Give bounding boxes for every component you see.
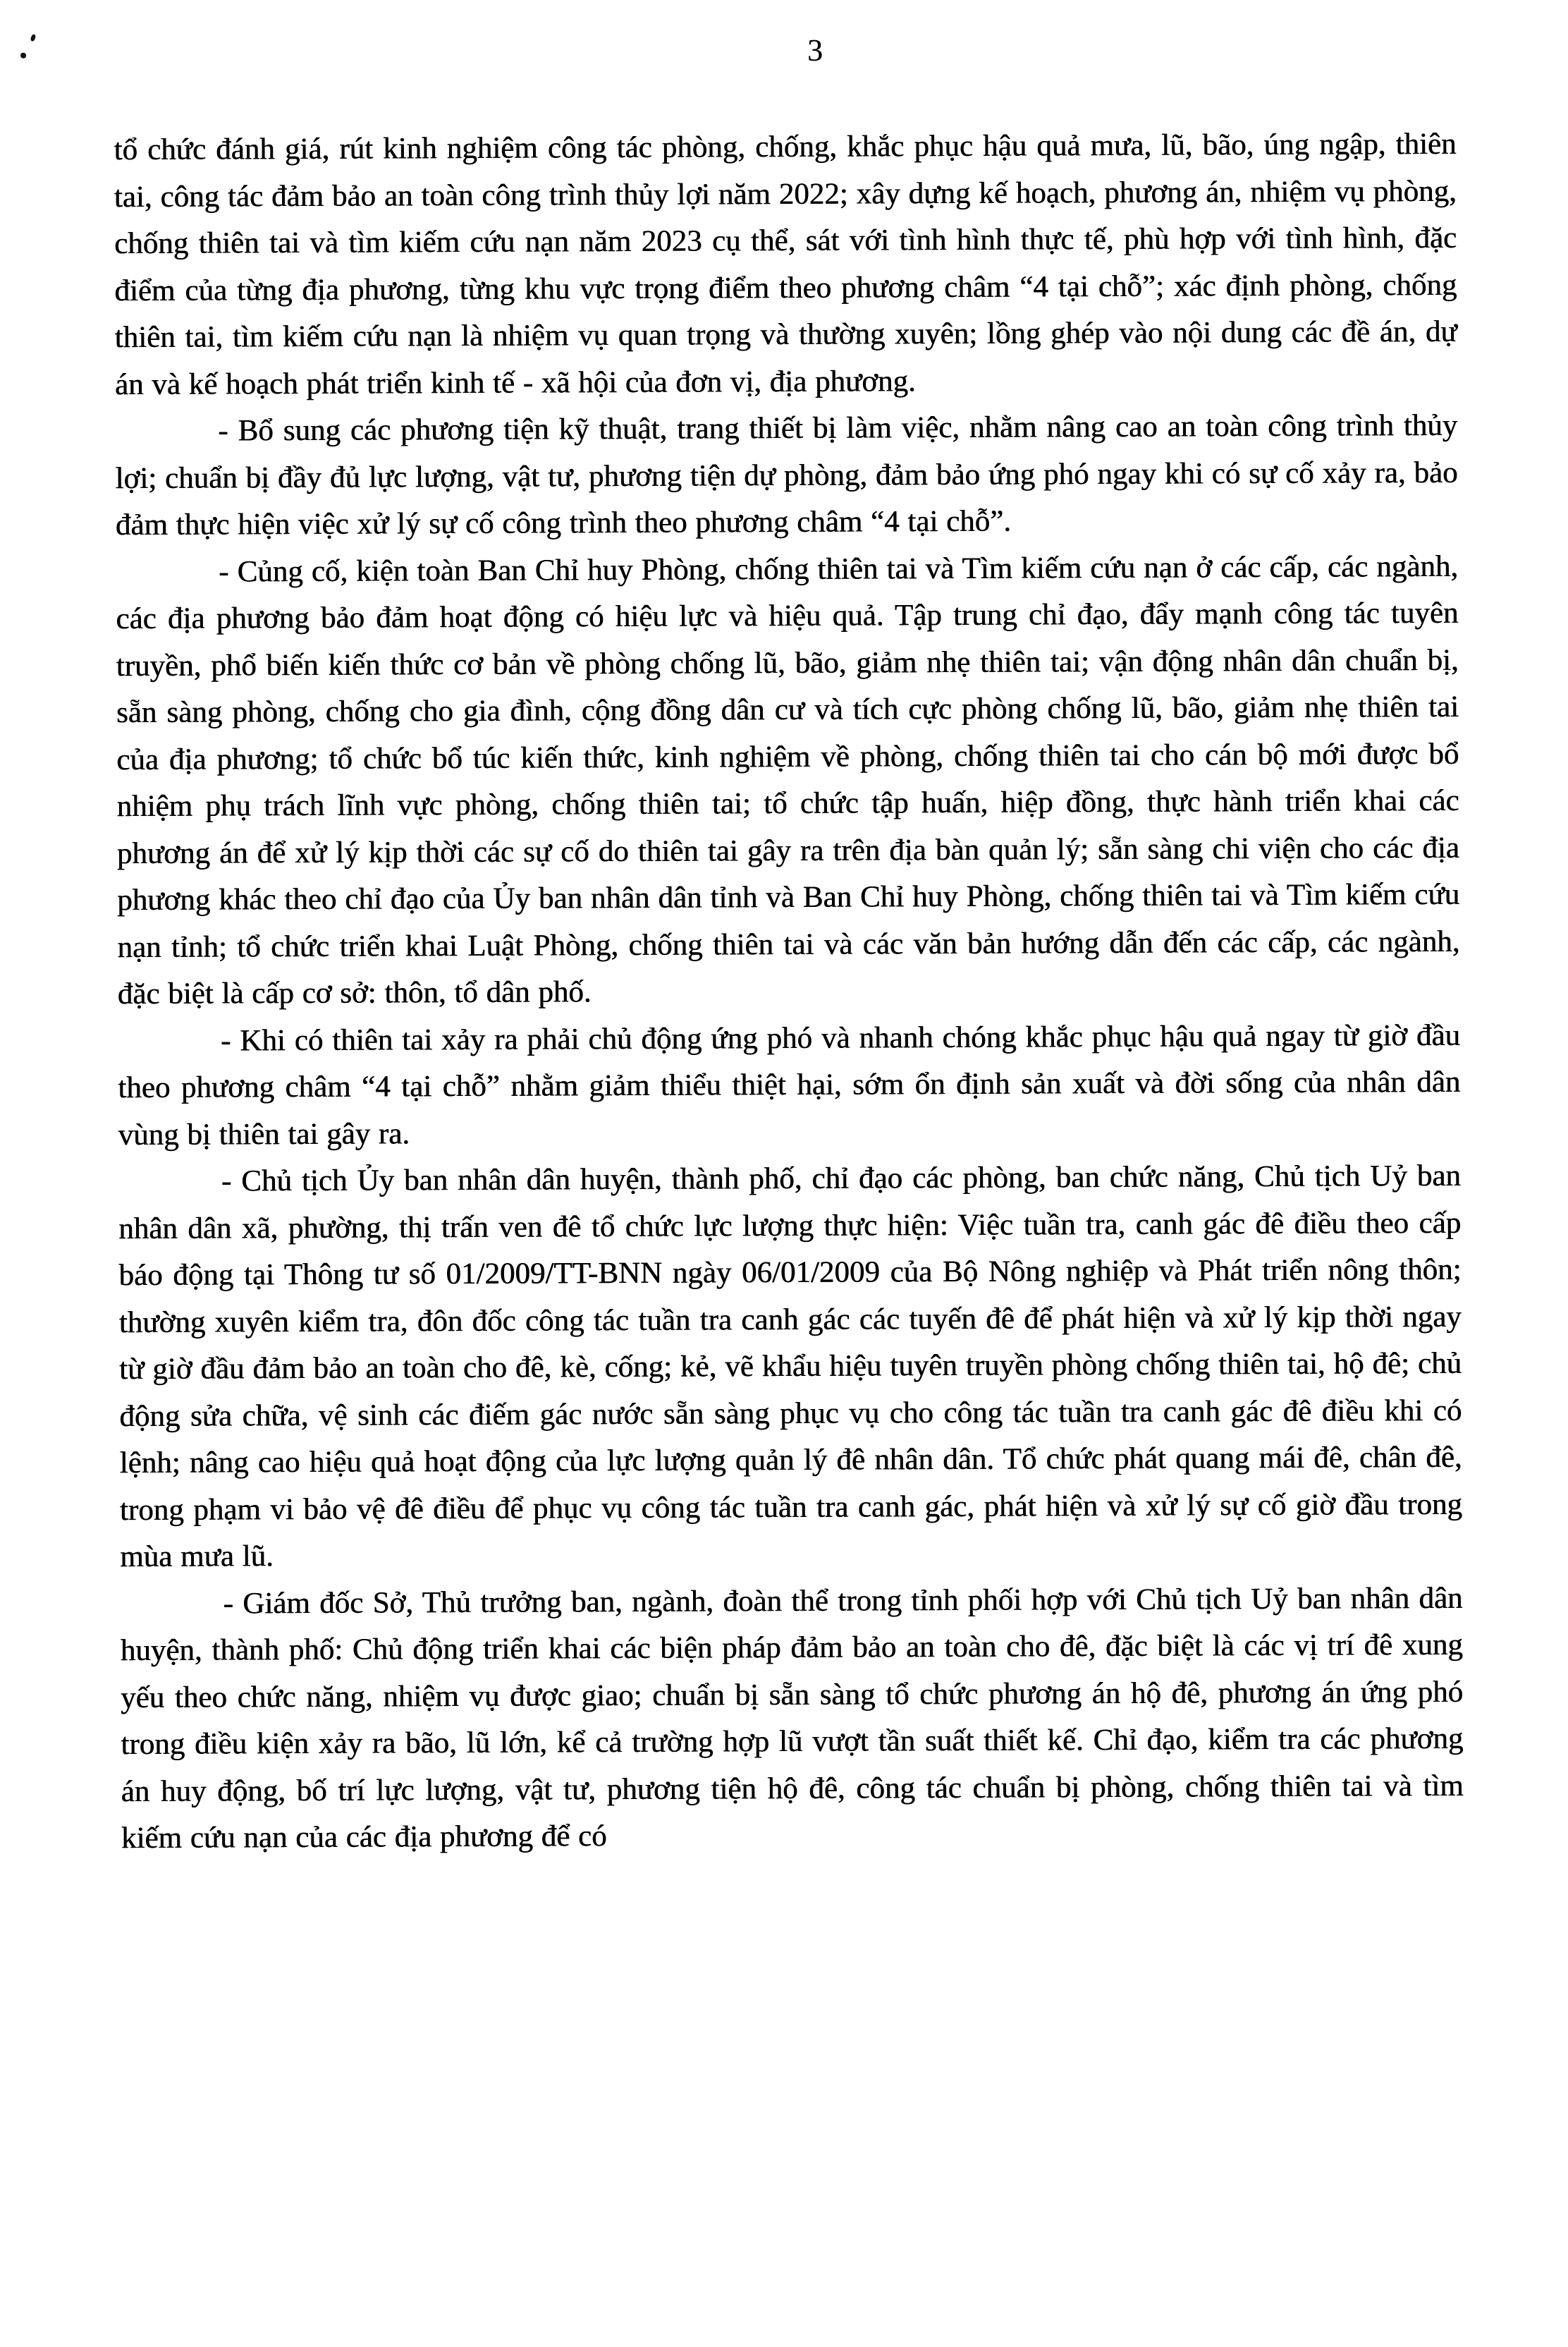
paragraph-continuation: tổ chức đánh giá, rút kinh nghiệm công tác phòng, chống, khắc phục hậu quả mưa, lũ, bão, úng ngập, thiên tai, công tác đảm bảo an toàn công trình thủy lợi năm 2022; xây dựng kế hoạch, phương án, nhiệm vụ phòng, chống thiên tai và tìm kiếm cứu nạn năm 2023 cụ thể, sát với tình hình thực tế, phù hợp với tình hình, đặc điểm của từng địa phương, từng khu vực trọng điểm theo phương châm “4 tại chỗ”; xác định phòng, chống thiên tai, tìm kiếm cứu nạn là nhiệm vụ quan trọng và thường xuyên; lồng ghép vào nội dung các đề án, dự án và kế hoạch phát triển kinh tế - xã hội của đơn vị, địa phương. [114, 127, 1457, 401]
paragraph-cung-co: - Củng cố, kiện toàn Ban Chỉ huy Phòng, chống thiên tai và Tìm kiếm cứu nạn ở các cấp, các ngành, các địa phương bảo đảm hoạt động có hiệu lực và hiệu quả. Tập trung chỉ đạo, đẩy mạnh công tác tuyên truyền, phổ biến kiến thức cơ bản về phòng chống lũ, bão, giảm nhẹ thiên tai; vận động nhân dân chuẩn bị, sẵn sàng phòng, chống cho gia đình, cộng đồng dân cư và tích cực phòng chống lũ, bão, giảm nhẹ thiên tai của địa phương; tổ chức bổ túc kiến thức, kinh nghiệm về phòng, chống thiên tai cho cán bộ mới được bổ nhiệm phụ trách lĩnh vực phòng, chống thiên tai; tổ chức tập huấn, hiệp đồng, thực hành triển khai các phương án để xử lý kịp thời các sự cố do thiên tai gây ra trên địa bàn quản lý; sẵn sàng chi viện cho các địa phương khác theo chỉ đạo của Ủy ban nhân dân tỉnh và Ban Chỉ huy Phòng, chống thiên tai và Tìm kiếm cứu nạn tỉnh; tổ chức triển khai Luật Phòng, chống thiên tai và các văn bản hướng dẫn đến các cấp, các ngành, đặc biệt là cấp cơ sở: thôn, tổ dân phố. [116, 549, 1460, 1011]
page-number: 3 [807, 32, 823, 68]
paragraph-khi-co-thien-tai: - Khi có thiên tai xảy ra phải chủ động ứng phó và nhanh chóng khắc phục hậu quả ngay từ giờ đầu theo phương châm “4 tại chỗ” nhằm giảm thiểu thiệt hại, sớm ổn định sản xuất và đời sống của nhân dân vùng bị thiên tai gây ra. [118, 1018, 1461, 1152]
ink-speck [20, 53, 26, 59]
document-body [114, 121, 1464, 1863]
paragraph-giam-doc-so: - Giám đốc Sở, Thủ trưởng ban, ngành, đoàn thể trong tỉnh phối hợp với Chủ tịch Uỷ ban nhân dân huyện, thành phố: Chủ động triển khai các biện pháp đảm bảo an toàn cho đê, đặc biệt là các vị trí đê xung yếu theo chức năng, nhiệm vụ được giao; chuẩn bị sẵn sàng tổ chức phương án hộ đê, phương án ứng phó trong điều kiện xảy ra bão, lũ lớn, kể cả trường hợp lũ vượt tần suất thiết kế. Chỉ đạo, kiểm tra các phương án huy động, bố trí lực lượng, vật tư, phương tiện hộ đê, công tác chuẩn bị phòng, chống thiên tai và tìm kiếm cứu nạn của các địa phương để có [120, 1581, 1464, 1855]
paragraph-bo-sung: - Bổ sung các phương tiện kỹ thuật, trang thiết bị làm việc, nhằm nâng cao an toàn công trình thủy lợi; chuẩn bị đầy đủ lực lượng, vật tư, phương tiện dự phòng, đảm bảo ứng phó ngay khi có sự cố xảy ra, bảo đảm thực hiện việc xử lý sự cố công trình theo phương châm “4 tại chỗ”. [115, 408, 1458, 542]
ink-speck [30, 34, 36, 42]
paragraph-chu-tich-ubnd: - Chủ tịch Ủy ban nhân dân huyện, thành phố, chỉ đạo các phòng, ban chức năng, Chủ tịch Uỷ ban nhân dân xã, phường, thị trấn ven đê tổ chức lực lượng thực hiện: Việc tuần tra, canh gác đê điều theo cấp báo động tại Thông tư số 01/2009/TT-BNN ngày 06/01/2009 của Bộ Nông nghiệp và Phát triển nông thôn; thường xuyên kiểm tra, đôn đốc công tác tuần tra canh gác các tuyến đê để phát hiện và xử lý kịp thời ngay từ giờ đầu đảm bảo an toàn cho đê, kè, cống; kẻ, vẽ khẩu hiệu tuyên truyền phòng chống thiên tai, hộ đê; chủ động sửa chữa, vệ sinh các điếm gác nước sẵn sàng phục vụ cho công tác tuần tra canh gác đê điều khi có lệnh; nâng cao hiệu quả hoạt động của lực lượng quản lý đê nhân dân. Tổ chức phát quang mái đê, chân đê, trong phạm vi bảo vệ đê điều để phục vụ công tác tuần tra canh gác, phát hiện và xử lý sự cố giờ đầu trong mùa mưa lũ. [118, 1159, 1463, 1574]
